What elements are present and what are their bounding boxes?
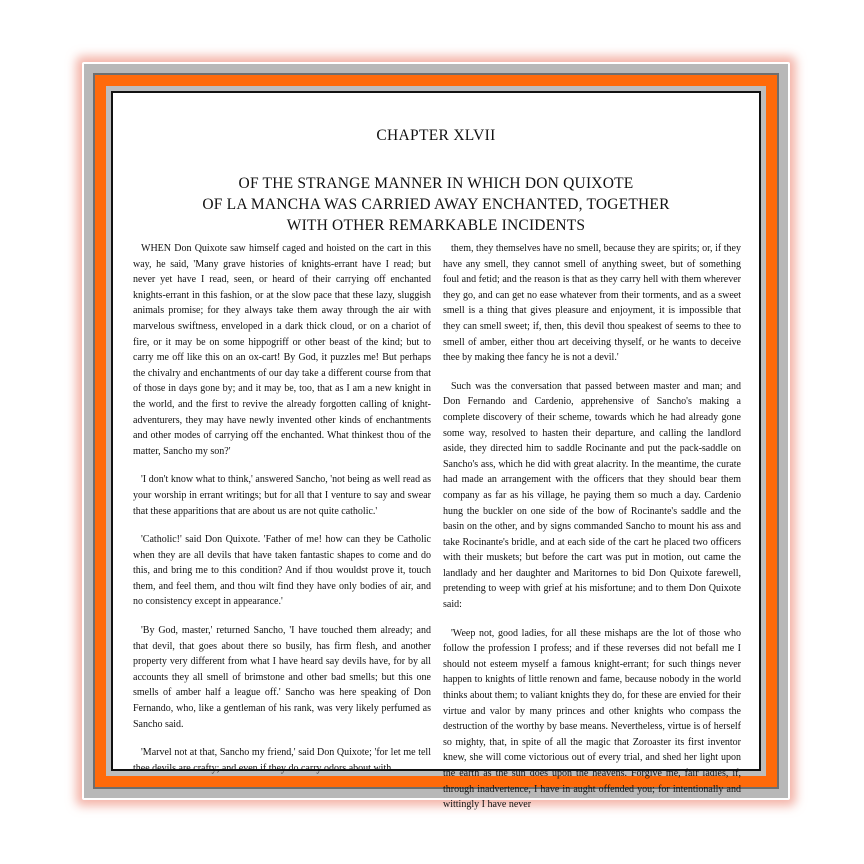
chapter-title-line: OF THE STRANGE MANNER IN WHICH DON QUIXOTE — [238, 175, 634, 192]
paragraph: 'Marvel not at that, Sancho my friend,' said Don Quixote; 'for let me tell thee devils are crafty; and even if they do carry odors about with — [133, 747, 431, 774]
chapter-title-line: WITH OTHER REMARKABLE INCIDENTS — [286, 217, 586, 234]
paragraph: 'By God, master,' returned Sancho, 'I have touched them already; and that devil, that goes about there so busily, has firm flesh, and another property very different from what I have heard say devils have, for by all accounts they all smell of brimstone and other bad smells; but this one smells of amber half a league off.' Sancho was here speaking of Don Fernando, who, like a gentleman of his rank, was very likely perfumed as Sancho said. — [133, 625, 431, 730]
left-text-column — [133, 241, 431, 789]
paragraph: them, they themselves have no smell, because they are spirits; or, if they have any smell, they cannot smell of anything sweet, but of something foul and fetid; and the reason is that as they carry hell with them wherever they go, and can get no ease whatever from their torments, and as a sweet smell is a thing that gives pleasure and enjoyment, it is impossible that they can smell sweet; if, then, this devil thou speakest of seems to thee to smell of amber, either thou art deceiving thyself, or he wants to deceive thee by making thee fancy he is not a devil.' — [443, 243, 741, 364]
paragraph: Such was the conversation that passed between master and man; and Don Fernando and Cardenio, apprehensive of Sancho's making a complete discovery of their scheme, towards which he had already gone some way, resolved to hasten their departure, and calling the landlord aside, they directed him to saddle Rocinante and put the pack-saddle on Sancho's ass, which he did with great alacrity. In the meantime, the curate had made an arrangement with the officers that they should bear them company as far as his village, he paying them so much a day. Cardenio hung the buckler on one side of the bow of Rocinante's saddle and the basin on the other, and by signs commanded Sancho to mount his ass and take Rocinante's bridle, and at each side of the cart he placed two officers with their muskets; but before the cart was put in motion, out came the landlady and her daughter and Maritornes to bid Don Quixote farewell, pretending to weep with grief at his misfortune; and to them Don Quixote said: — [443, 380, 741, 611]
paragraph: 'Catholic!' said Don Quixote. 'Father of me! how can they be Catholic when they are all devils that have taken fantastic shapes to come and do this, and bring me to this condition? And if thou wouldst prove it, touch them, and feel them, and thou wilt find they have only bodies of air, and no consistency except in appearance.' — [133, 534, 431, 608]
paragraph: 'Weep not, good ladies, for all these mishaps are the lot of those who follow the profession I profess; and if these reverses did not befall me I should not esteem myself a famous knight-errant; for such things never happen to knights of little renown and fame, because nobody in the world thinks about them; to valiant knights they do, for these are envied for their virtue and valor by many princes and other knights who compass the destruction of the worthy by base means. Nevertheless, virtue is of herself so mighty, that, in spite of all the magic that Zoroaster its first inventor knew, she will come victorious out of every trial, and shed her light upon the earth as the sun does upon the heavens. Forgive me, fair ladies, if, through inadvertence, I have in aught offended you; for intentionally and wittingly I have never — [443, 627, 741, 811]
paragraph: WHEN Don Quixote saw himself caged and hoisted on the cart in this way, he said, 'Many grave histories of knights-errant have I read; but never yet have I read, seen, or heard of their carrying off enchanted knights-errant in this fashion, or at the slow pace that these lazy, sluggish animals promise; for they always take them away through the air with marvelous swiftness, enveloped in a dark thick cloud, or on a chariot of fire, or it may be on some hippogriff or other beast of the kind; but to carry me off like this on an ox-cart! By God, it puzzles me! But perhaps the chivalry and enchantments of our day take a different course from that of those in days gone by; and it may be, too, that as I am a new knight in the world, and the first to revive the already forgotten calling of knight-adventurers, they may have newly invented other kinds of enchantments and other modes of carrying off the enchanted. What thinkest thou of the matter, Sancho my son?' — [133, 243, 431, 457]
right-text-column — [443, 241, 741, 826]
book-page — [113, 93, 759, 811]
chapter-title-line: OF LA MANCHA WAS CARRIED AWAY ENCHANTED, TOGETHER — [202, 196, 670, 213]
chapter-title — [113, 173, 759, 236]
chapter-number: CHAPTER XLVII — [376, 127, 496, 144]
paragraph: 'I don't know what to think,' answered Sancho, 'not being as well read as your worship in errant writings; but for all that I venture to say and swear that these apparitions that are about us are not quite catholic.' — [133, 474, 431, 517]
